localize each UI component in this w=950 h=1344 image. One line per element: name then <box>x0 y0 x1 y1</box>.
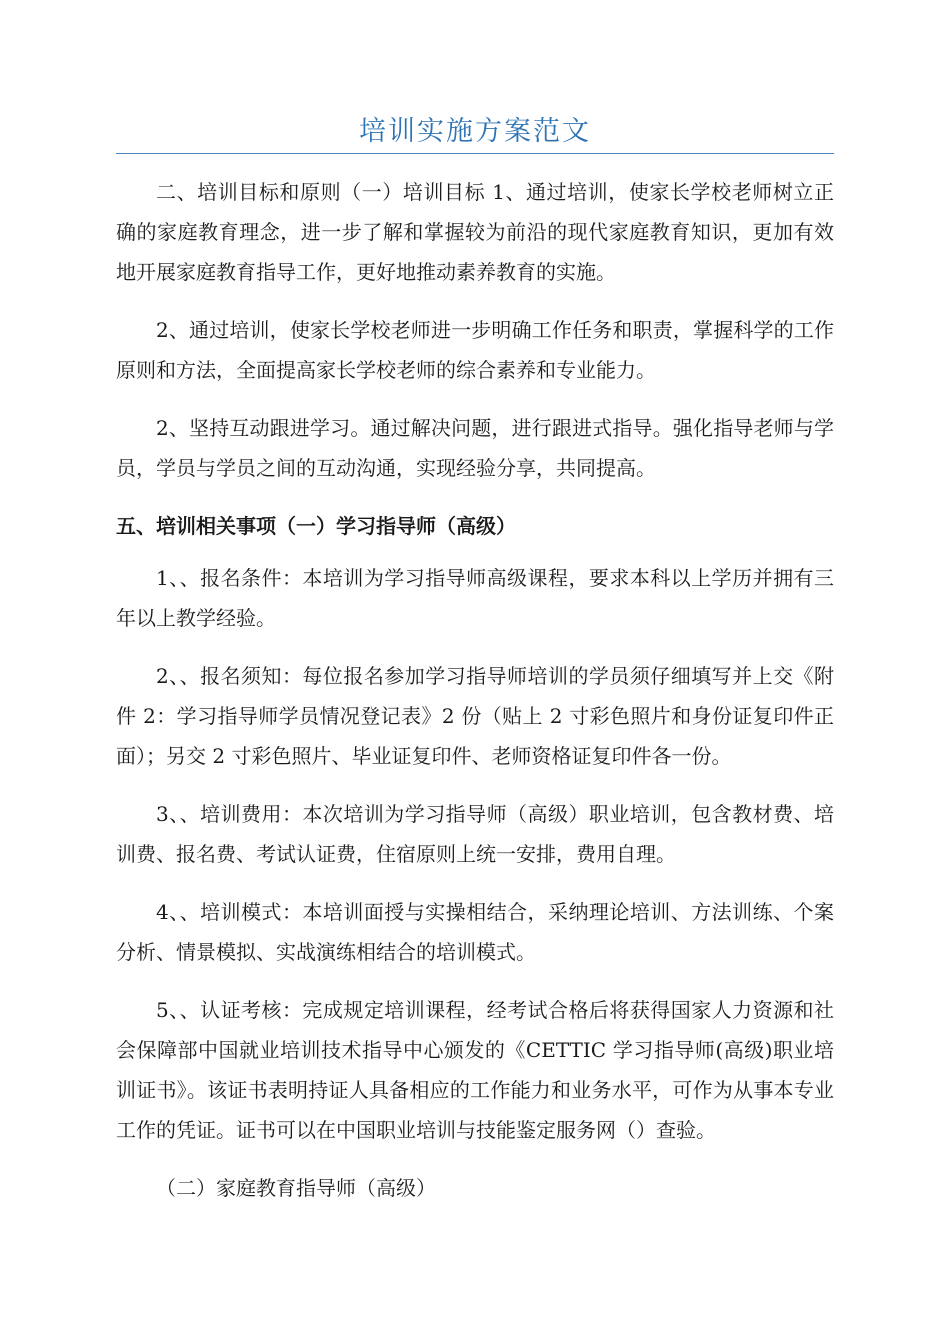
document-title: 培训实施方案范文 <box>359 116 591 147</box>
item-registration-conditions: 1、、报名条件：本培训为学习指导师高级课程，要求本科以上学历并拥有三年以上教学经验。 <box>116 566 834 630</box>
paragraph-goal-2: 2、通过培训，使家长学校老师进一步明确工作任务和职责，掌握科学的工作原则和方法，全面提高家长学校老师的综合素养和专业能力。 <box>116 318 834 382</box>
item-certification: 5、、认证考核：完成规定培训课程，经考试合格后将获得国家人力资源和社会保障部中国就业培训技术指导中心颁发的《CETTIC 学习指导师(高级)职业培训证书》。该证书表明持证人具备相应的工作能力和业务水平，可作为从事本专业工作的凭证。证书可以在中国职业培训与技能鉴定服务网（）查验。 <box>116 998 834 1142</box>
item-registration-notice: 2、、报名须知：每位报名参加学习指导师培训的学员须仔细填写并上交《附件 2：学习指导师学员情况登记表》2 份（贴上 2 寸彩色照片和身份证复印件正面）；另交 2 寸彩色照片、毕业证复印件、老师资格证复印件各一份。 <box>116 664 834 768</box>
item-training-mode: 4、、培训模式：本培训面授与实操相结合，采纳理论培训、方法训练、个案分析、情景模拟、实战演练相结合的培训模式。 <box>116 900 834 964</box>
paragraph-training-goals: 二、培训目标和原则（一）培训目标 1、通过培训，使家长学校老师树立正确的家庭教育理念，进一步了解和掌握较为前沿的现代家庭教育知识，更加有效地开展家庭教育指导工作，更好地推动素养教育的实施。 <box>116 180 834 284</box>
subheading-family-education: （二）家庭教育指导师（高级） <box>156 1176 436 1200</box>
document-body <box>116 172 834 1208</box>
title-underline <box>116 153 834 154</box>
paragraph-interactive-learning: 2、坚持互动跟进学习。通过解决问题，进行跟进式指导。强化指导老师与学员，学员与学员之间的互动沟通，实现经验分享，共同提高。 <box>116 416 834 480</box>
item-training-fees: 3、、培训费用：本次培训为学习指导师（高级）职业培训，包含教材费、培训费、报名费、考试认证费，住宿原则上统一安排，费用自理。 <box>116 802 834 866</box>
section-heading: 五、培训相关事项（一）学习指导师（高级） <box>116 514 516 538</box>
